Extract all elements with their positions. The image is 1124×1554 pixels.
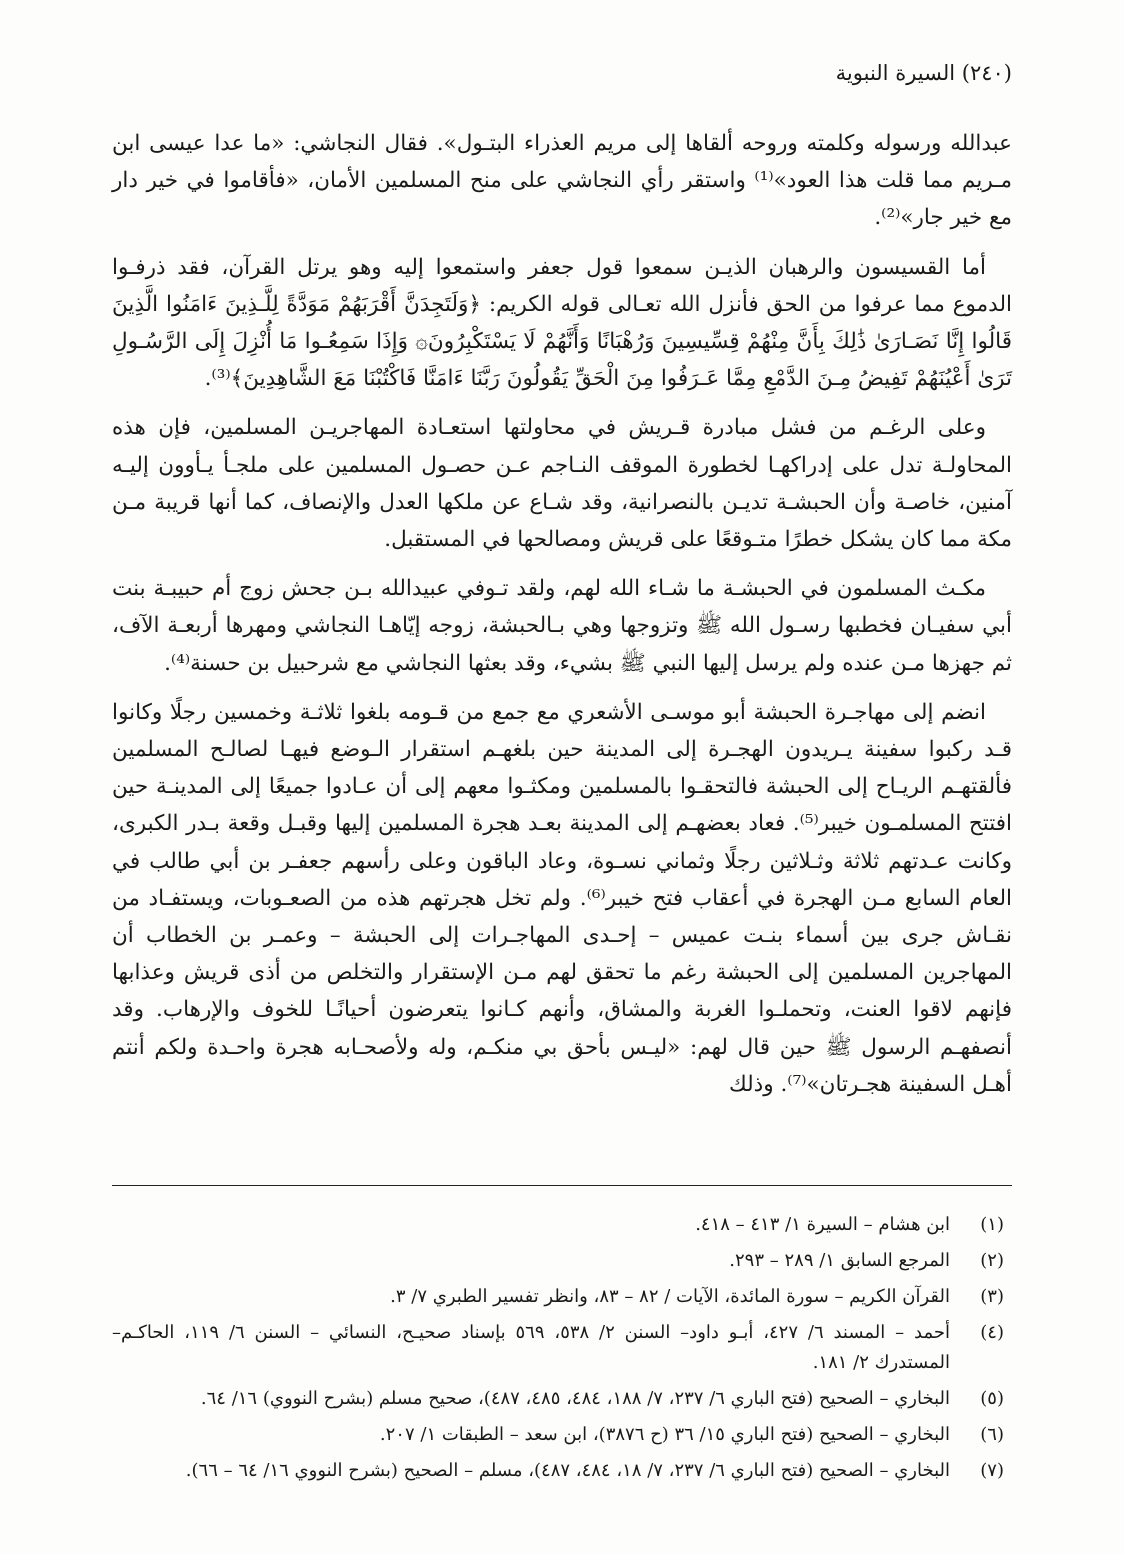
- footnote: [112, 1210, 1004, 1240]
- paragraph: انضم إلى مهاجـرة الحبشة أبو موسـى الأشعري مع جمع من قـومه بلغوا ثلاثـة وخمسين رجلًا وكانوا قـد ركبوا سفينة يـريدون الهجـرة إلى المدينة حين بلغهـم استقرار الـوضع فيهـا لصالـح المسلمين فألقتهـم الريـاح إلى الحبشة فالتحقـوا بالمسلمين ومكثـوا معهم إلى أن عـادوا جميعًا إلى المدينـة حين افتتح المسلمـون خيبر⁽⁵⁾. فعاد بعضهـم إلى المدينة بعـد هجرة المسلمين إليها وقبـل وقعة بـدر الكبرى، وكانت عـدتهم ثلاثة وثـلاثين رجلًا وثماني نسـوة، وعاد الباقون وعلى رأسهم جعفـر بن أبي طالب في العام السابع مـن الهجرة في أعقاب فتح خيبر⁽⁶⁾. ولم تخل هجرتهم هذه من الصعـوبات، ويستفـاد من نقـاش جرى بين أسماء بنـت عميس – إحـدى المهاجـرات إلى الحبشة – وعمـر بن الخطاب أن المهاجرين المسلمين إلى الحبشة رغم ما تحقق لهم مـن الإستقرار والتخلص من أذى قريش وعذابها فإنهم لاقوا العنت، وتحملـوا الغربة والمشاق، وأنهم كـانوا يتعرضون أحيانًـا للخوف والإرهاب. وقد أنصفهـم الرسول ﷺ حين قال لهم: «ليـس بأحق بي منكـم، وله ولأصحـابه هجرة واحـدة ولكم أنتم أهـل السفينة هجـرتان»⁽⁷⁾. وذلك: [112, 699, 1013, 1097]
- footnote-divider: [112, 1185, 1012, 1186]
- paragraph: وعلى الرغـم من فشل مبادرة قـريش في محاولتها استعـادة المهاجريـن المسلمين، فإن هذه المحاولـة تدل على إدراكهـا لخطورة الموقف النـاجم عـن حصـول المسلمين على ملجـأ يـأوون إليـه آمنين، خاصـة وأن الحبشـة تديـن بالنصرانية، وقد شـاع عن ملكها العدل والإنصاف، كما أنها قريبة مـن مكة مما كان يشكل خطرًا متـوقعًا على قريش ومصالحها في المستقبل.: [112, 415, 1012, 553]
- footnote: [112, 1420, 1004, 1450]
- footnote: [112, 1246, 1004, 1276]
- page-header: (٢٤٠) السيرة النبوية: [835, 61, 1012, 85]
- paragraph: عبدالله ورسوله وكلمته وروحه ألقاها إلى مريم العذراء البتـول». فقال النجاشي: «ما عدا عيسى ابن مـريم مما قلت هذا العود»⁽¹⁾ واستقر رأي النجاشي على منح المسلمين الأمان، «فأقاموا في خير دار مع خير جار»⁽²⁾.: [112, 131, 1013, 231]
- footnote: [112, 1282, 1004, 1312]
- footnote: [112, 1384, 1004, 1414]
- footnote-number: (٧): [980, 1460, 1004, 1481]
- paragraph: مكـث المسلمون في الحبشـة ما شـاء الله لهم، ولقد تـوفي عبيدالله بـن جحش زوج أم حبيبـة بنت أبي سفيـان فخطبها رسـول الله ﷺ وتزوجها وهي بـالحبشة، زوجه إيّاهـا النجاشي ومهرها أربعـة الآف، ثم جهزها مـن عنده ولم يرسل إليها النبي ﷺ بشيء، وقد بعثها النجاشي مع شرحبيل بن حسنة⁽⁴⁾.: [112, 576, 1012, 676]
- paragraph: أما القسيسون والرهبان الذيـن سمعوا قول جعفر واستمعوا إليه وهو يرتل القرآن، فقد ذرفـوا الدموع مما عرفوا من الحق فأنزل الله تعـالى قوله الكريم: ﴿وَلَتَجِدَنَّ أَقْرَبَهُمْ مَوَدَّةً لِلَّـذِينَ ءَامَنُوا الَّذِينَ قَالُوا إِنَّا نَصَـارَىٰ ذَٰلِكَ بِأَنَّ مِنْهُمْ قِسِّيسِينَ وَرُهْبَانًا وَأَنَّهُمْ لَا يَسْتَكْبِرُونَ۞ وَإِذَا سَمِعُـوا مَا أُنْزِلَ إِلَى الرَّسُـولِ تَرَىٰ أَعْيُنَهُمْ تَفِيضُ مِـنَ الدَّمْعِ مِمَّا عَـرَفُوا مِنَ الْحَقِّ يَقُولُونَ رَبَّنَا ءَامَنَّا فَاكْتُبْنَا مَعَ الشَّاهِدِينَ﴾⁽³⁾.: [112, 254, 1012, 392]
- footnote-text: أحمد – المسند ٦/ ٤٢٧، أبـو داود– السنن ٢/ ٥٣٨، ٥٦٩ بإسناد صحيـح، النسائي – السنن ٦/ ١١٩، الحاكـم– المستدرك ٢/ ١٨١.: [112, 1322, 950, 1373]
- footnote-text: المرجع السابق ١/ ٢٨٩ – ٢٩٣.: [729, 1250, 950, 1271]
- footnote-text: البخاري – الصحيح (فتح الباري ٦/ ٢٣٧، ٧/ ١٨٨، ٤٨٤، ٤٨٥، ٤٨٧)، صحيح مسلم (بشرح النووي) ١٦/ ٦٤.: [200, 1388, 950, 1409]
- footnote-number: (١): [980, 1214, 1004, 1235]
- footnote-text: القرآن الكريم – سورة المائدة، الآيات / ٨٢ – ٨٣، وانظر تفسير الطبري ٧/ ٣.: [390, 1286, 950, 1307]
- footnote-text: البخاري – الصحيح (فتح الباري ١٥/ ٣٦ (ح ٣٨٧٦)، ابن سعد – الطبقات ١/ ٢٠٧.: [379, 1424, 950, 1445]
- footnote-number: (٦): [980, 1424, 1004, 1445]
- footnote-text: البخاري – الصحيح (فتح الباري ٦/ ٢٣٧، ٧/ ١٨، ٤٨٤، ٤٨٧)، مسلم – الصحيح (بشرح النووي ١٦/ ٦٤ – ٦٦).: [185, 1460, 950, 1481]
- footnote-number: (٢): [980, 1250, 1004, 1271]
- footnote-number: (٣): [980, 1286, 1004, 1307]
- main-text: [112, 125, 1012, 1115]
- footnote: [112, 1318, 1004, 1378]
- footnotes: [112, 1210, 1004, 1492]
- footnote: [112, 1456, 1004, 1486]
- footnote-text: ابن هشام – السيرة ١/ ٤١٣ – ٤١٨.: [695, 1214, 950, 1235]
- footnote-number: (٤): [980, 1322, 1004, 1343]
- footnote-number: (٥): [980, 1388, 1004, 1409]
